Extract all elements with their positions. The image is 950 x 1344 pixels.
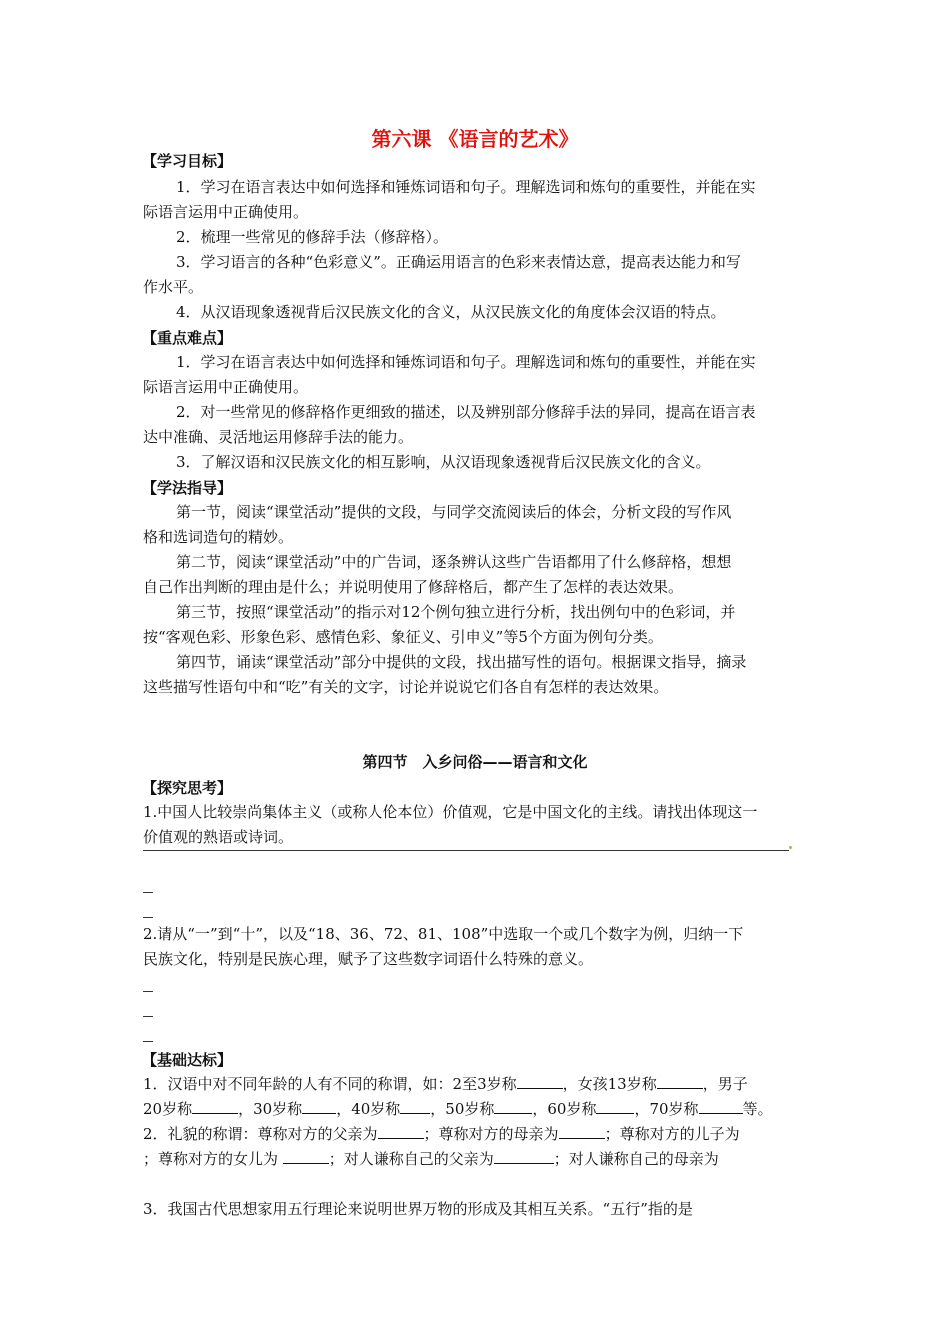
fill-blank[interactable] [302, 1099, 336, 1114]
goal-line: 3．学习语言的各种“色彩意义”。正确运用语言的色彩来表情达意，提高表达能力和写 [176, 253, 741, 271]
exercise-text: ，40岁称 [336, 1100, 401, 1118]
exercise-line-1b [143, 1099, 773, 1119]
goal-line: 作水平。 [143, 278, 204, 296]
answer-dash [143, 1041, 153, 1042]
key-line: 3．了解汉语和汉民族文化的相互影响，从汉语现象透视背后汉民族文化的含义。 [176, 453, 711, 471]
exercise-text: 等。 [742, 1100, 773, 1118]
answer-dash [143, 917, 153, 918]
exercise-text: ，60岁称 [532, 1100, 597, 1118]
section-header-key: 【重点难点】 [142, 329, 233, 347]
key-line: 际语言运用中正确使用。 [143, 378, 309, 396]
fill-blank[interactable] [494, 1149, 554, 1164]
exercise-text: ；尊称对方的女儿为 [143, 1150, 283, 1168]
section-header-explore: 【探究思考】 [142, 779, 233, 797]
method-line: 这些描写性语句中和“吃”有关的文字，讨论并说说它们各自有怎样的表达效果。 [143, 678, 669, 696]
question-line: 2.请从“一”到“十”，以及“18、36、72、81、108”中选取一个或几个数字为例，归纳一下 [143, 925, 744, 943]
exercise-text: 20岁称 [143, 1100, 193, 1118]
stray-dot [789, 846, 792, 849]
fill-blank[interactable] [657, 1074, 703, 1089]
key-line: 1．学习在语言表达中如何选择和锤炼词语和句子。理解选词和炼句的重要性，并能在实 [176, 353, 756, 371]
answer-line [143, 850, 789, 851]
method-line: 第二节，阅读“课堂活动”中的广告词，逐条辨认这些广告语都用了什么修辞格，想想 [176, 553, 732, 571]
method-line: 按“客观色彩、形象色彩、感情色彩、象征义、引申义”等5个方面为例句分类。 [143, 628, 663, 646]
exercise-text: ；尊称对方的儿子为 [604, 1125, 740, 1143]
answer-dash [143, 1016, 153, 1017]
exercise-text: 3．我国古代思想家用五行理论来说明世界万物的形成及其相互关系。“五行 [143, 1200, 641, 1218]
goal-line: 4．从汉语现象透视背后汉民族文化的含义，从汉民族文化的角度体会汉语的特点。 [176, 303, 726, 321]
question-line: 价值观的熟语或诗词。 [143, 828, 294, 846]
method-line: 格和选词造句的精妙。 [143, 528, 294, 546]
fill-blank[interactable] [596, 1099, 634, 1114]
exercise-text: ；对人谦称自己的母亲为 [553, 1150, 719, 1168]
section-subtitle: 第四节 入乡问俗——语言和文化 [362, 753, 588, 771]
question-line: 民族文化，特别是民族心理，赋予了这些数字词语什么特殊的意义。 [143, 950, 594, 968]
key-line: 2．对一些常见的修辞格作更细致的描述，以及辨别部分修辞手法的异同，提高在语言表 [176, 403, 756, 421]
exercise-text: 2．礼貌的称谓：尊称对方的父亲为 [143, 1125, 378, 1143]
section-header-basic: 【基础达标】 [142, 1051, 233, 1069]
page-title: 第六课 《语言的艺术》 [371, 127, 579, 151]
exercise-text: ，30岁称 [238, 1100, 303, 1118]
fill-blank[interactable] [517, 1074, 563, 1089]
question-line: 1.中国人比较崇尚集体主义（或称人伦本位）价值观，它是中国文化的主线。请找出体现这一 [143, 803, 758, 821]
exercise-line-3 [143, 1199, 693, 1219]
fill-blank[interactable] [559, 1124, 605, 1139]
exercise-text: 1．汉语中对不同年龄的人有不同的称谓，如：2至3岁称 [143, 1075, 517, 1093]
fill-blank[interactable] [283, 1149, 329, 1164]
exercise-text: ，男子 [702, 1075, 748, 1093]
exercise-line-2a [143, 1124, 740, 1144]
exercise-line-2b [143, 1149, 719, 1169]
exercise-text: ，50岁称 [430, 1100, 495, 1118]
section-header-goals: 【学习目标】 [142, 152, 233, 170]
fill-blank[interactable] [699, 1099, 743, 1114]
key-line: 达中准确、灵活地运用修辞手法的能力。 [143, 428, 414, 446]
fill-blank[interactable] [400, 1099, 430, 1114]
section-header-method: 【学法指导】 [142, 479, 233, 497]
fill-blank[interactable] [378, 1124, 424, 1139]
method-line: 自己作出判断的理由是什么；并说明使用了修辞格后，都产生了怎样的表达效果。 [143, 578, 684, 596]
method-line: 第一节，阅读“课堂活动”提供的文段，与同学交流阅读后的体会，分析文段的写作风 [176, 503, 732, 521]
goal-line: 际语言运用中正确使用。 [143, 203, 309, 221]
method-line: 第四节，诵读“课堂活动”部分中提供的文段，找出描写性的语句。根据课文指导，摘录 [176, 653, 747, 671]
exercise-text: ；尊称对方的母亲为 [423, 1125, 559, 1143]
exercise-text: ”指的是 [640, 1200, 693, 1218]
exercise-text: ；对人谦称自己的父亲为 [328, 1150, 494, 1168]
answer-dash [143, 892, 153, 893]
exercise-line-1a [143, 1074, 748, 1094]
goal-line: 2．梳理一些常见的修辞手法（修辞格）。 [176, 228, 449, 246]
exercise-text: ，70岁称 [634, 1100, 699, 1118]
exercise-text: ，女孩13岁称 [562, 1075, 657, 1093]
method-line: 第三节，按照“课堂活动”的指示对12个例句独立进行分析，找出例句中的色彩词，并 [176, 603, 736, 621]
fill-blank[interactable] [494, 1099, 532, 1114]
answer-dash [143, 991, 153, 992]
fill-blank[interactable] [192, 1099, 238, 1114]
goal-line: 1．学习在语言表达中如何选择和锤炼词语和句子。理解选词和炼句的重要性，并能在实 [176, 178, 756, 196]
